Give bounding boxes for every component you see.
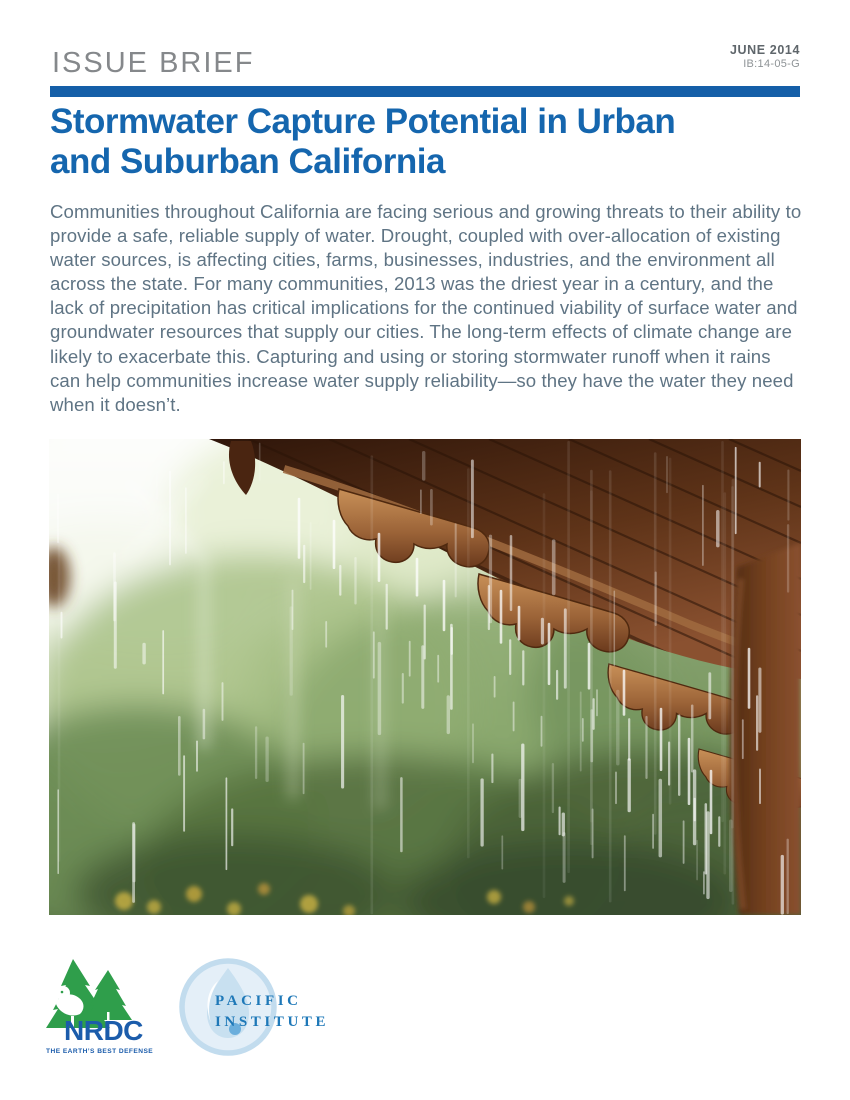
pacific-institute-logo-art: [178, 952, 353, 1067]
kicker-issue-brief: ISSUE BRIEF: [52, 47, 255, 79]
blue-divider-bar: [50, 86, 800, 97]
nrdc-logo: [46, 956, 156, 1066]
document-number: IB:14-05-G: [743, 58, 800, 71]
page-title-line2: and Suburban California: [50, 142, 445, 181]
nrdc-logo-art: [46, 956, 156, 1066]
pacific-wordmark-line1: PACIFIC: [215, 993, 302, 1009]
intro-paragraph: Communities throughout California are facing serious and growing threats to their ability to provide a safe, reliable supply of water. Drought, coupled with over-allocation of existing water sources, is affecting cities, farms, businesses, industries, and the environment all across the state. For many communities, 2013 was the driest year in a century, and the lack of precipitation has critical implications for the continued viability of surface water and groundwater resources that supply our cities. The long-term effects of climate change are likely to exacerbate this. Capturing and using or storing stormwater runoff when it rains can help communities increase water supply reliability—so they have the water they need when it doesn’t.: [50, 201, 802, 415]
publication-date: JUNE 2014: [729, 43, 800, 57]
page-title-line1: Stormwater Capture Potential in Urban: [50, 102, 676, 141]
nrdc-wordmark: NRDC: [64, 1015, 143, 1046]
header-meta: [730, 43, 800, 71]
pacific-wordmark-line2: INSTITUTE: [215, 1014, 330, 1030]
hero-photo-illustration: [49, 439, 801, 915]
pacific-institute-logo: [178, 952, 353, 1067]
nrdc-tagline: THE EARTH’S BEST DEFENSE: [46, 1048, 154, 1055]
hero-photo: [49, 439, 801, 915]
page-title: [50, 102, 790, 182]
